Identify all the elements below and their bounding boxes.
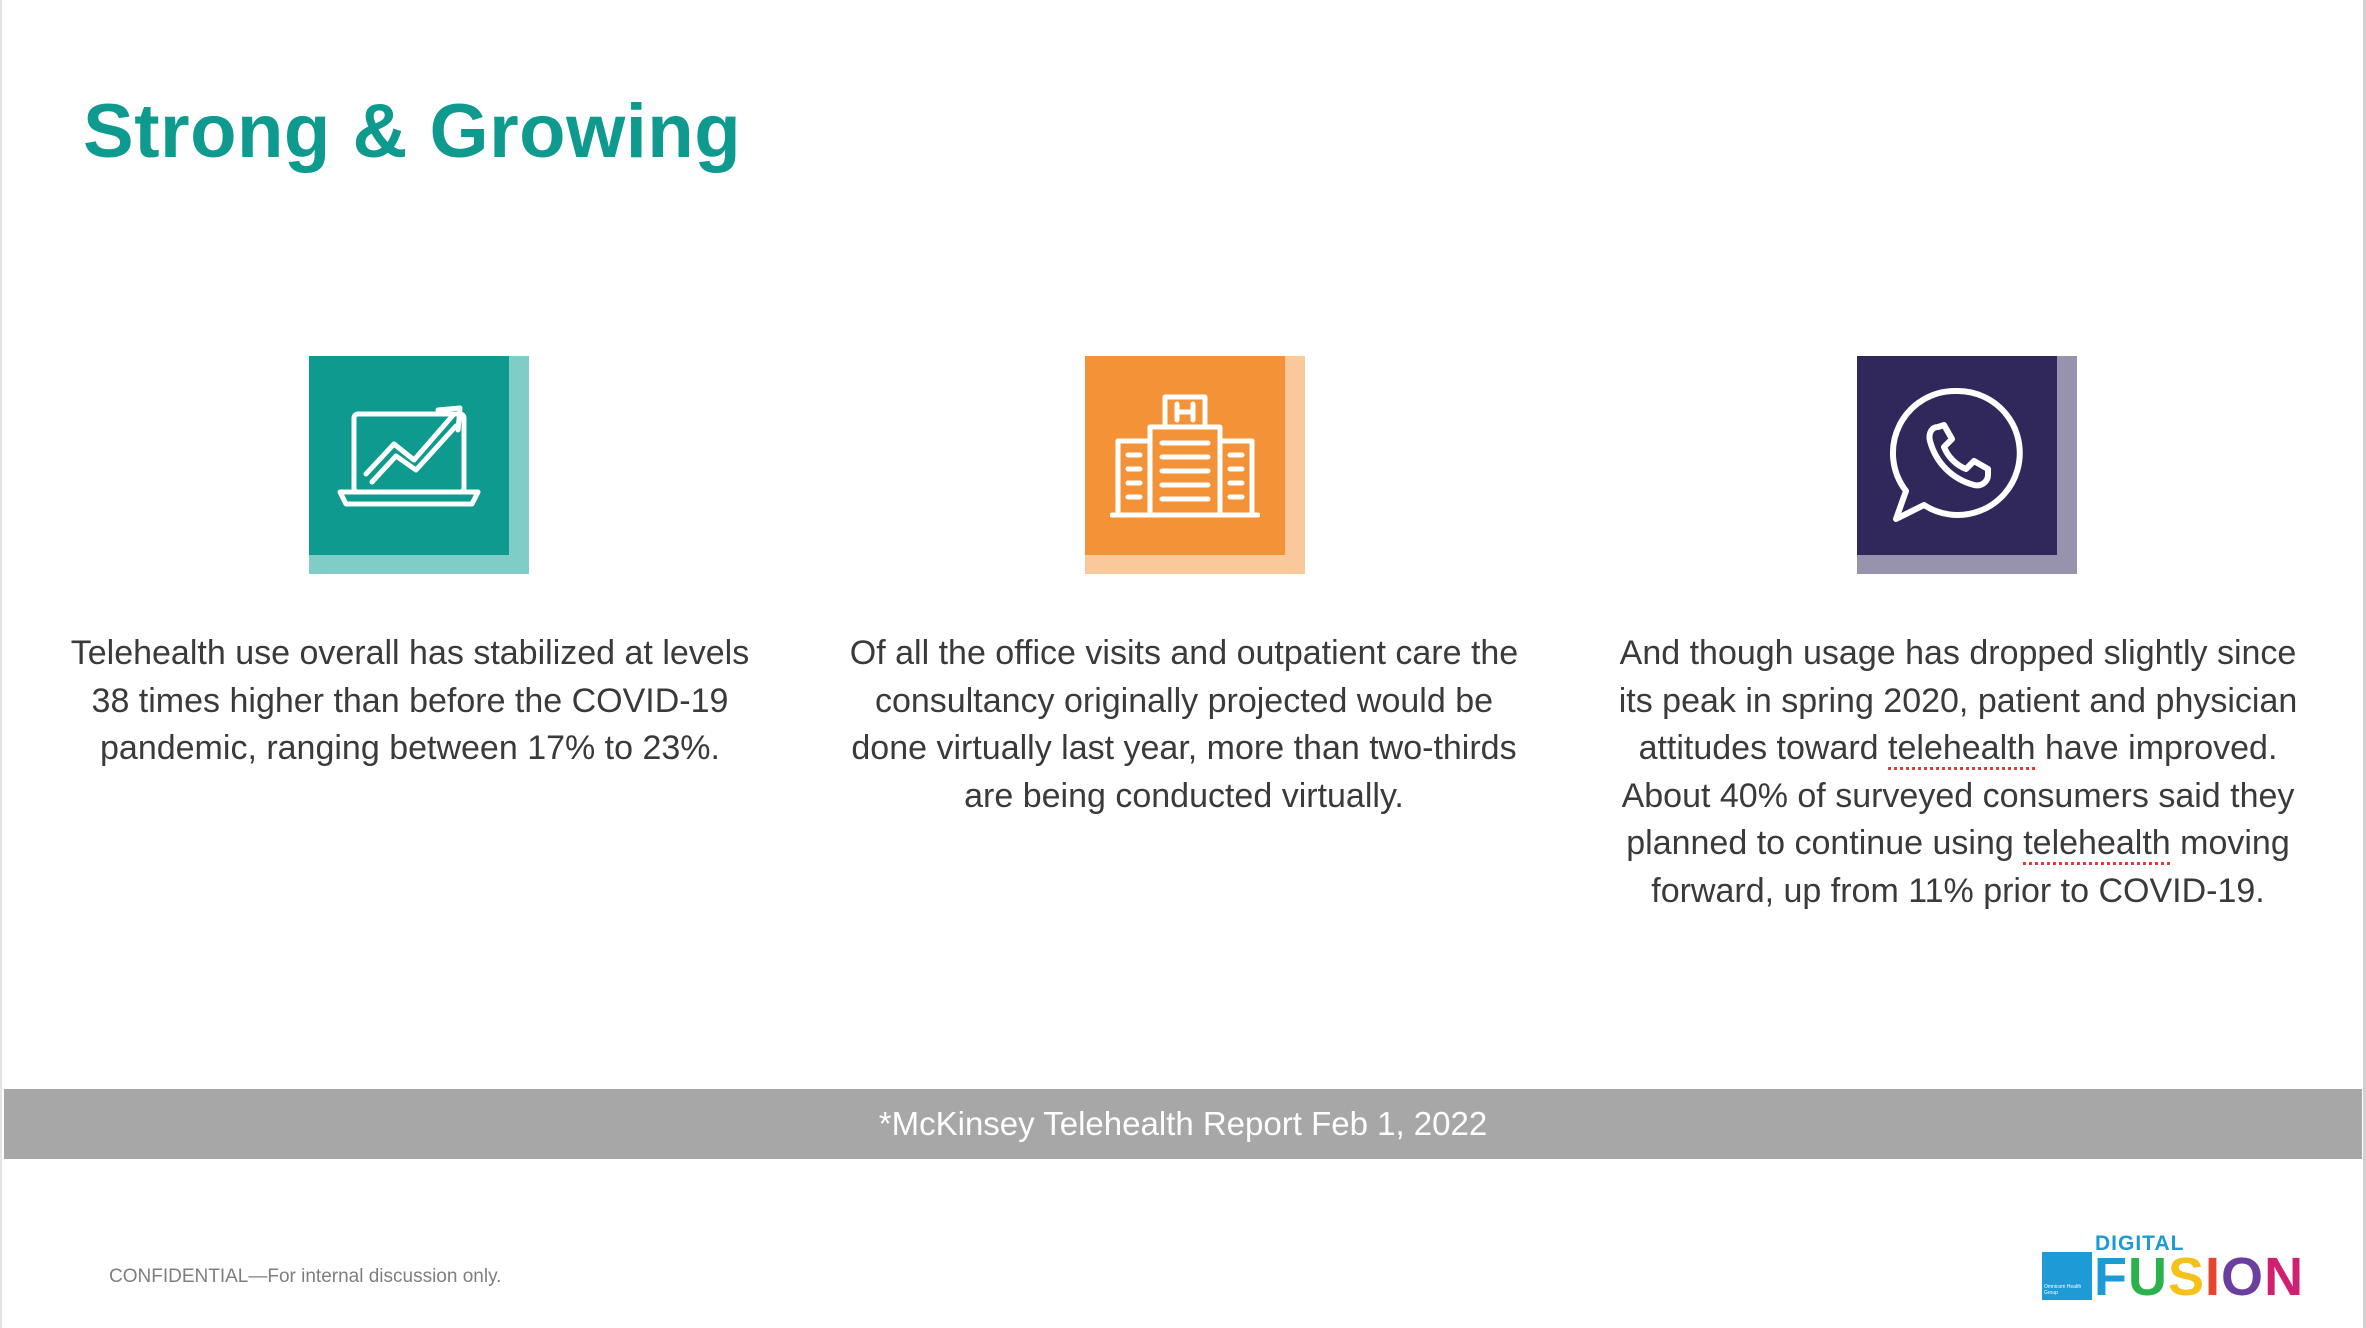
phone-chat-icon	[1882, 381, 2032, 531]
tile-face	[1857, 356, 2057, 555]
spellcheck-word: telehealth	[2023, 824, 2171, 862]
card-1-icon-tile	[309, 356, 529, 574]
card-2-icon-tile	[1085, 356, 1305, 574]
logo-letter: F	[2094, 1247, 2128, 1307]
source-note: *McKinsey Telehealth Report Feb 1, 2022	[878, 1105, 1488, 1142]
card-3-text-part: moving forward, up from 11% prior to COVID-19.	[1651, 824, 2290, 910]
tile-face	[309, 356, 509, 555]
logo-badge-text: Omnicom Health Group	[2044, 1284, 2082, 1296]
card-3-icon-tile	[1857, 356, 2077, 574]
hospital-building-icon	[1110, 391, 1260, 521]
card-1-text: Telehealth use overall has stabilized at levels 38 times higher than before the COVID-19 pandemic, ranging between 17% to 23%.	[70, 634, 750, 767]
logo-digital-text: DIGITAL	[2095, 1232, 2185, 1255]
logo-letter: U	[2128, 1247, 2168, 1307]
confidential-notice: CONFIDENTIAL—For internal discussion only.	[109, 1266, 502, 1287]
logo-fusion-text	[2094, 1247, 2305, 1307]
card-2-text: Of all the office visits and outpatient care the consultancy originally projected would be done virtually last year, more than two-thirds are being conducted virtually.	[849, 634, 1519, 815]
laptop-chart-icon	[334, 396, 484, 516]
digital-fusion-logo	[2040, 1228, 2330, 1308]
logo-letter: I	[2205, 1247, 2222, 1307]
tile-face	[1085, 356, 1285, 555]
card-3-text-part: have improved. About 40% of surveyed consumers said they planned to continue using	[1621, 729, 2295, 862]
logo-letter: S	[2168, 1247, 2206, 1307]
source-note-bar	[4, 1089, 2362, 1159]
logo-letter: O	[2221, 1247, 2265, 1307]
card-3-text-part: And though usage has dropped slightly since its peak in spring 2020, patient and physician attitudes toward	[1618, 634, 2298, 767]
logo-letter: N	[2264, 1247, 2305, 1307]
slide-title: Strong & Growing	[83, 89, 742, 174]
spellcheck-word: telehealth	[1888, 729, 2036, 767]
card-3-text	[1618, 630, 2298, 915]
